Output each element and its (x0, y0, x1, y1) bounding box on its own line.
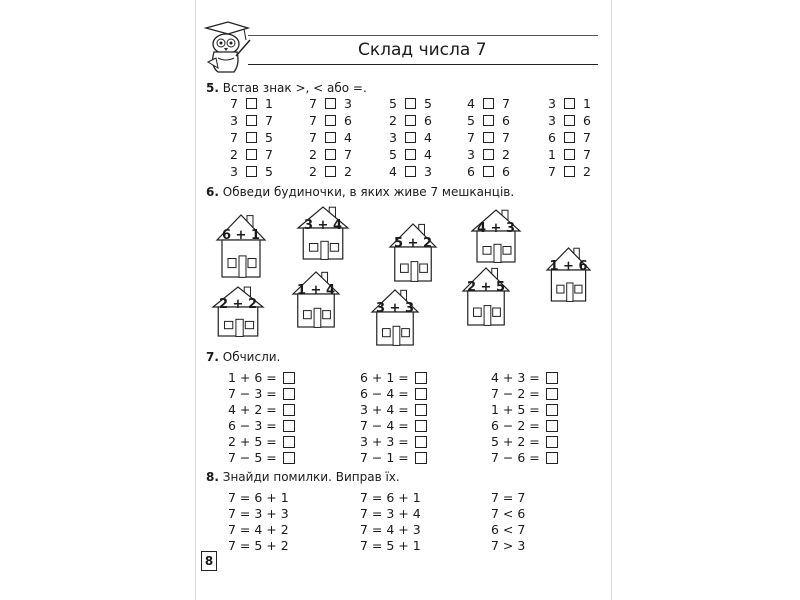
title-rule (248, 64, 598, 65)
calc-expression: 7 − 1 = (360, 450, 409, 465)
compare-right: 2 (344, 164, 352, 179)
calc-expression: 7 − 5 = (228, 450, 277, 465)
compare-left: 7 (309, 96, 317, 111)
house-label: 5 + 2 (393, 235, 433, 251)
house[interactable] (212, 285, 264, 337)
compare-right: 6 (344, 113, 352, 128)
compare-right: 6 (502, 164, 510, 179)
answer-box[interactable] (564, 149, 575, 160)
compare-right: 7 (344, 147, 352, 162)
task7-text: Обчисли. (222, 350, 281, 364)
answer-box[interactable] (483, 149, 494, 160)
answer-box[interactable] (405, 115, 416, 126)
compare-item (307, 164, 354, 179)
answer-box[interactable] (564, 115, 575, 126)
calc-expression: 7 − 4 = (360, 418, 409, 433)
task6-header (206, 185, 514, 199)
house-label: 6 + 1 (221, 227, 261, 243)
compare-right: 4 (424, 130, 432, 145)
answer-box[interactable] (546, 436, 558, 448)
equation-item[interactable]: 7 = 6 + 1 (360, 490, 421, 505)
answer-box[interactable] (283, 436, 295, 448)
compare-item (546, 96, 593, 111)
page-title: Склад числа 7 (358, 40, 487, 60)
house[interactable] (462, 266, 510, 326)
answer-box[interactable] (483, 166, 494, 177)
task7-header (206, 350, 280, 364)
answer-box[interactable] (283, 452, 295, 464)
compare-right: 7 (583, 130, 591, 145)
answer-box[interactable] (546, 452, 558, 464)
compare-right: 2 (583, 164, 591, 179)
calc-expression: 4 + 2 = (228, 402, 277, 417)
calc-item (360, 402, 427, 417)
compare-item (387, 164, 434, 179)
compare-left: 7 (309, 130, 317, 145)
compare-item (465, 164, 512, 179)
calc-item (491, 370, 558, 385)
compare-left: 4 (389, 164, 397, 179)
compare-item (387, 147, 434, 162)
answer-box[interactable] (325, 166, 336, 177)
compare-left: 3 (548, 113, 556, 128)
compare-right: 7 (265, 113, 273, 128)
answer-box[interactable] (405, 132, 416, 143)
equation-item[interactable]: 7 = 3 + 3 (228, 506, 289, 521)
compare-left: 2 (309, 164, 317, 179)
calc-expression: 1 + 5 = (491, 402, 540, 417)
equation-item[interactable]: 7 > 3 (491, 538, 526, 553)
compare-left: 6 (548, 130, 556, 145)
compare-item (465, 147, 512, 162)
answer-box[interactable] (483, 115, 494, 126)
compare-left: 3 (389, 130, 397, 145)
calc-item (228, 450, 295, 465)
equation-item[interactable]: 7 = 4 + 2 (228, 522, 289, 537)
calc-item (228, 418, 295, 433)
house[interactable] (546, 246, 591, 302)
compare-item (387, 96, 434, 111)
compare-left: 6 (467, 164, 475, 179)
equation-item[interactable]: 7 = 5 + 2 (228, 538, 289, 553)
house-label: 1 + 6 (549, 259, 588, 275)
answer-box[interactable] (415, 436, 427, 448)
answer-box[interactable] (246, 149, 257, 160)
answer-box[interactable] (325, 115, 336, 126)
answer-box[interactable] (246, 115, 257, 126)
calc-expression: 5 + 2 = (491, 434, 540, 449)
compare-item (228, 130, 275, 145)
compare-item (546, 147, 593, 162)
task6-number: 6. (206, 185, 219, 199)
calc-item (491, 386, 558, 401)
compare-left: 2 (309, 147, 317, 162)
answer-box[interactable] (246, 166, 257, 177)
house-label: 3 + 4 (303, 217, 343, 233)
answer-box[interactable] (546, 420, 558, 432)
compare-item (228, 113, 275, 128)
compare-left: 7 (230, 130, 238, 145)
answer-box[interactable] (546, 372, 558, 384)
task8-number: 8. (206, 470, 219, 484)
task5-header (206, 81, 367, 95)
answer-box[interactable] (325, 98, 336, 109)
answer-box[interactable] (415, 404, 427, 416)
calc-item (360, 450, 427, 465)
calc-item (360, 370, 427, 385)
compare-item (387, 130, 434, 145)
compare-left: 4 (467, 96, 475, 111)
calc-item (360, 434, 427, 449)
calc-item (491, 418, 558, 433)
title-rule-top (248, 35, 598, 36)
answer-box[interactable] (483, 98, 494, 109)
calc-expression: 6 − 3 = (228, 418, 277, 433)
calc-expression: 6 − 4 = (360, 386, 409, 401)
compare-item (307, 96, 354, 111)
calc-item (228, 402, 295, 417)
answer-box[interactable] (325, 149, 336, 160)
calc-item (491, 402, 558, 417)
calc-item (228, 434, 295, 449)
compare-item (465, 113, 512, 128)
calc-item (491, 450, 558, 465)
compare-right: 7 (265, 147, 273, 162)
house[interactable] (389, 222, 437, 282)
compare-left: 2 (389, 113, 397, 128)
compare-left: 3 (467, 147, 475, 162)
calc-item (360, 418, 427, 433)
compare-right: 7 (583, 147, 591, 162)
answer-box[interactable] (564, 166, 575, 177)
calc-expression: 3 + 3 = (360, 434, 409, 449)
equation-item[interactable]: 7 = 5 + 1 (360, 538, 421, 553)
calc-expression: 6 − 2 = (491, 418, 540, 433)
compare-right: 5 (265, 164, 273, 179)
equation-item[interactable]: 6 < 7 (491, 522, 526, 537)
compare-left: 5 (389, 96, 397, 111)
compare-right: 6 (583, 113, 591, 128)
compare-right: 7 (502, 96, 510, 111)
answer-box[interactable] (564, 98, 575, 109)
owl-teacher-icon (200, 18, 252, 78)
compare-right: 1 (583, 96, 591, 111)
answer-box[interactable] (415, 420, 427, 432)
house[interactable] (297, 205, 349, 260)
compare-item (228, 164, 275, 179)
calc-item (228, 386, 295, 401)
compare-right: 5 (424, 96, 432, 111)
compare-right: 2 (502, 147, 510, 162)
answer-box[interactable] (405, 98, 416, 109)
answer-box[interactable] (246, 98, 257, 109)
answer-box[interactable] (246, 132, 257, 143)
compare-left: 5 (467, 113, 475, 128)
compare-item (546, 164, 593, 179)
compare-right: 4 (424, 147, 432, 162)
task8-text: Знайди помилки. Виправ їх. (222, 470, 400, 484)
calc-item (491, 434, 558, 449)
task7-number: 7. (206, 350, 219, 364)
compare-left: 3 (548, 96, 556, 111)
house-label: 1 + 4 (296, 283, 336, 299)
compare-item (465, 130, 512, 145)
house[interactable] (371, 288, 419, 346)
compare-right: 1 (265, 96, 273, 111)
answer-box[interactable] (483, 132, 494, 143)
compare-left: 1 (548, 147, 556, 162)
compare-right: 5 (265, 130, 273, 145)
compare-item (546, 130, 593, 145)
house-label: 3 + 3 (375, 301, 415, 317)
compare-item (307, 130, 354, 145)
compare-right: 3 (344, 96, 352, 111)
house-label: 4 + 3 (476, 220, 516, 236)
compare-right: 3 (424, 164, 432, 179)
task6-text: Обведи будиночки, в яких живе 7 мешканців. (222, 185, 515, 199)
answer-box[interactable] (564, 132, 575, 143)
answer-box[interactable] (415, 372, 427, 384)
page-number: 8 (201, 551, 217, 571)
task5-number: 5. (206, 81, 219, 95)
equation-item[interactable]: 7 = 3 + 4 (360, 506, 421, 521)
compare-item (546, 113, 593, 128)
compare-right: 7 (502, 130, 510, 145)
compare-item (228, 96, 275, 111)
answer-box[interactable] (283, 404, 295, 416)
calc-expression: 2 + 5 = (228, 434, 277, 449)
equation-item[interactable]: 7 = 6 + 1 (228, 490, 289, 505)
answer-box[interactable] (325, 132, 336, 143)
compare-item (228, 147, 275, 162)
compare-item (307, 147, 354, 162)
calc-item (360, 386, 427, 401)
answer-box[interactable] (546, 404, 558, 416)
calc-expression: 3 + 4 = (360, 402, 409, 417)
compare-left: 5 (389, 147, 397, 162)
equation-item[interactable]: 7 = 7 (491, 490, 526, 505)
compare-left: 2 (230, 147, 238, 162)
compare-right: 4 (344, 130, 352, 145)
compare-item (387, 113, 434, 128)
compare-left: 7 (230, 96, 238, 111)
calc-item (228, 370, 295, 385)
answer-box[interactable] (415, 388, 427, 400)
compare-right: 6 (502, 113, 510, 128)
calc-expression: 7 − 2 = (491, 386, 540, 401)
answer-box[interactable] (283, 420, 295, 432)
compare-left: 7 (548, 164, 556, 179)
calc-expression: 6 + 1 = (360, 370, 409, 385)
compare-left: 7 (467, 130, 475, 145)
answer-box[interactable] (283, 388, 295, 400)
answer-box[interactable] (546, 388, 558, 400)
answer-box[interactable] (415, 452, 427, 464)
compare-left: 3 (230, 113, 238, 128)
equation-item[interactable]: 7 = 4 + 3 (360, 522, 421, 537)
house-label: 2 + 2 (218, 297, 258, 313)
house[interactable] (471, 208, 521, 263)
compare-left: 3 (230, 164, 238, 179)
compare-item (307, 113, 354, 128)
task5-text: Встав знак >, < або =. (222, 81, 367, 95)
calc-expression: 7 − 3 = (228, 386, 277, 401)
equation-item[interactable]: 7 < 6 (491, 506, 526, 521)
compare-left: 7 (309, 113, 317, 128)
compare-right: 6 (424, 113, 432, 128)
compare-item (465, 96, 512, 111)
task8-header (206, 470, 400, 484)
house-label: 2 + 5 (466, 279, 506, 295)
calc-expression: 4 + 3 = (491, 370, 540, 385)
answer-box[interactable] (283, 372, 295, 384)
answer-box[interactable] (405, 166, 416, 177)
calc-expression: 1 + 6 = (228, 370, 277, 385)
calc-expression: 7 − 6 = (491, 450, 540, 465)
answer-box[interactable] (405, 149, 416, 160)
house[interactable] (292, 270, 340, 328)
house[interactable] (216, 213, 266, 278)
